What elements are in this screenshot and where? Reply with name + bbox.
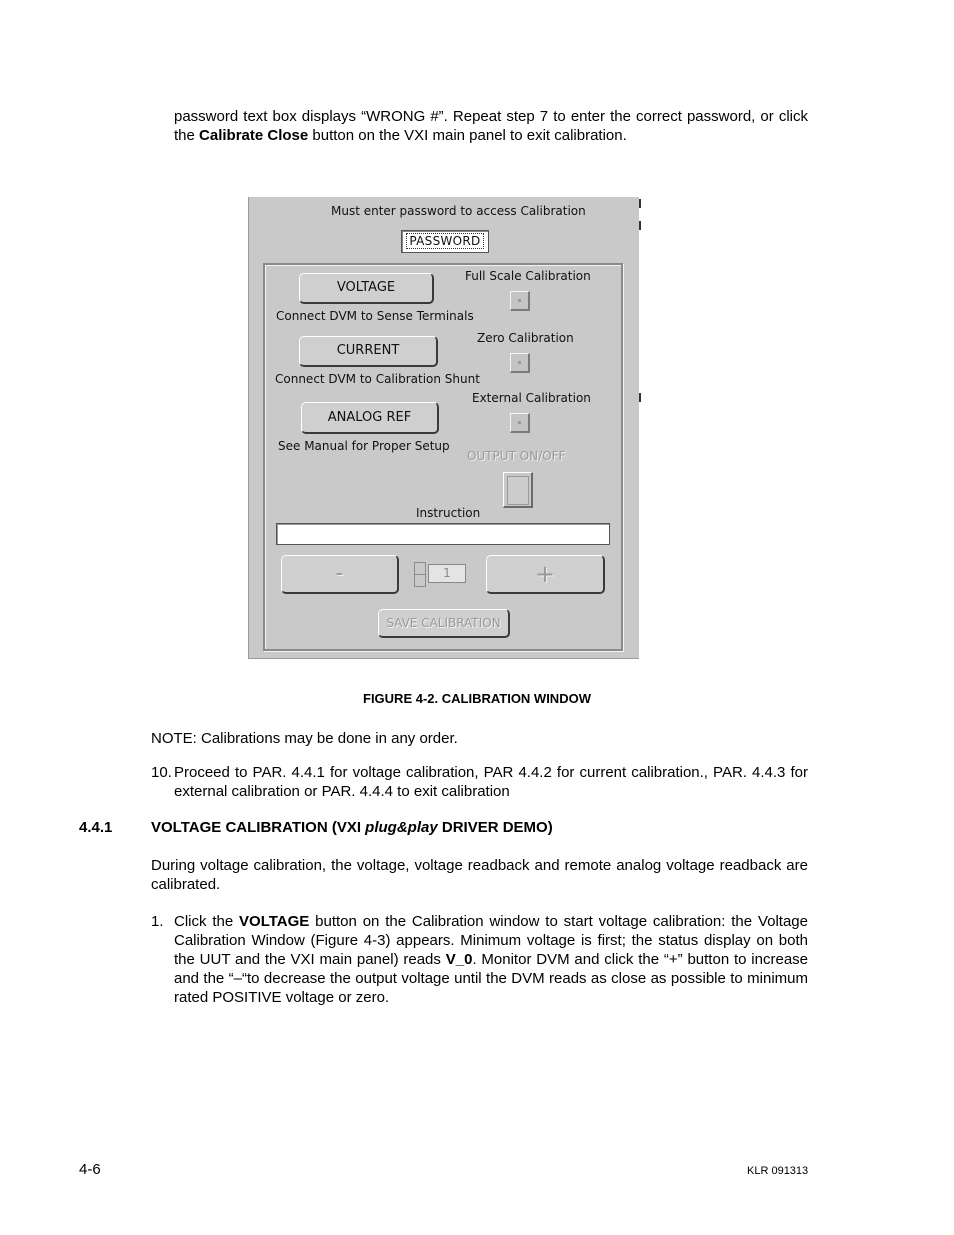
save-calibration-label: SAVE CALIBRATION <box>386 616 501 630</box>
output-onoff-toggle[interactable] <box>503 472 533 508</box>
edge-mark <box>639 221 641 230</box>
intro-text-pre: password text box displays “WRONG #”. Repeat step 7 to enter the correct password, or click the <box>174 108 808 144</box>
password-input[interactable] <box>401 230 489 253</box>
step-value-field[interactable]: 1 <box>428 564 466 583</box>
calibration-window-figure <box>248 197 639 659</box>
increase-button[interactable] <box>486 555 605 594</box>
full-scale-label: Full Scale Calibration <box>465 269 591 283</box>
current-button[interactable] <box>299 336 438 367</box>
analog-ref-button-label: ANALOG REF <box>327 410 412 425</box>
step-1-t1: Click the <box>174 913 240 930</box>
step-10-number: 10. <box>151 764 172 781</box>
step-1-t3: . Monitor DVM and click the “+” button to increase and the “–“to decrease the output voltage until the DVM reads as close as possible to minimum rated POSITIVE voltage or zero. <box>174 951 808 1006</box>
section-title-post: DRIVER DEMO) <box>437 819 553 836</box>
section-title <box>151 819 553 836</box>
page-number: 4-6 <box>79 1161 101 1178</box>
external-calibration-indicator <box>510 413 530 433</box>
instruction-display <box>276 523 610 545</box>
step-10-text: Proceed to PAR. 4.4.1 for voltage calibration, PAR 4.4.2 for current calibration., PAR. 4.4.3 for external calibration or PAR. 4.4.4 to exit calibration <box>174 764 808 800</box>
step-1-voltage-bold: VOLTAGE <box>239 913 310 930</box>
step-spinner[interactable] <box>414 562 426 587</box>
step-1-text <box>174 912 808 1007</box>
note: NOTE: Calibrations may be done in any order. <box>151 730 458 747</box>
save-calibration-button[interactable] <box>378 609 510 638</box>
decrease-button[interactable] <box>281 555 399 594</box>
voltage-button-label: VOLTAGE <box>336 280 396 295</box>
zero-calibration-indicator <box>510 353 530 373</box>
intro-text-post: button on the VXI main panel to exit calibration. <box>308 127 627 144</box>
current-button-label: CURRENT <box>336 343 400 358</box>
plus-label: + <box>534 560 556 588</box>
section-title-italic: plug&play <box>365 819 438 836</box>
figure-caption: FIGURE 4-2. CALIBRATION WINDOW <box>363 691 591 706</box>
instruction-label: Instruction <box>416 506 481 520</box>
section-title-pre: VOLTAGE CALIBRATION (VXI <box>151 819 366 836</box>
voltage-hint: Connect DVM to Sense Terminals <box>276 309 474 323</box>
step-1-v0-bold: V_0 <box>445 951 473 968</box>
calibrate-close-bold: Calibrate Close <box>199 127 309 144</box>
step-1-number: 1. <box>151 913 164 930</box>
section-intro: During voltage calibration, the voltage, voltage readback and remote analog voltage readback are calibrated. <box>151 857 808 893</box>
output-onoff-label: OUTPUT ON/OFF <box>467 449 566 463</box>
edge-mark <box>639 393 641 402</box>
intro-paragraph <box>174 107 808 145</box>
analog-ref-button[interactable] <box>301 402 439 434</box>
external-calibration-label: External Calibration <box>472 391 591 405</box>
full-scale-indicator <box>510 291 530 311</box>
voltage-button[interactable] <box>299 273 434 304</box>
zero-calibration-label: Zero Calibration <box>477 331 574 345</box>
analog-ref-hint: See Manual for Proper Setup <box>278 439 450 453</box>
spinner-up-arrow-icon[interactable] <box>415 563 425 575</box>
section-number: 4.4.1 <box>79 819 113 836</box>
step-1-t2: button on the Calibration window to start voltage calibration: the Voltage Calibration Window (Figure 4-3) appears. Minimum voltage is first; the status display on both the UUT and the VXI main panel) reads <box>174 913 808 968</box>
password-value: PASSWORD <box>406 233 483 249</box>
minus-label: - <box>335 561 344 586</box>
edge-mark <box>639 199 641 208</box>
current-hint: Connect DVM to Calibration Shunt <box>275 372 480 386</box>
document-id: KLR 091313 <box>747 1165 809 1177</box>
window-edge <box>640 197 643 658</box>
password-prompt: Must enter password to access Calibration <box>331 204 586 218</box>
